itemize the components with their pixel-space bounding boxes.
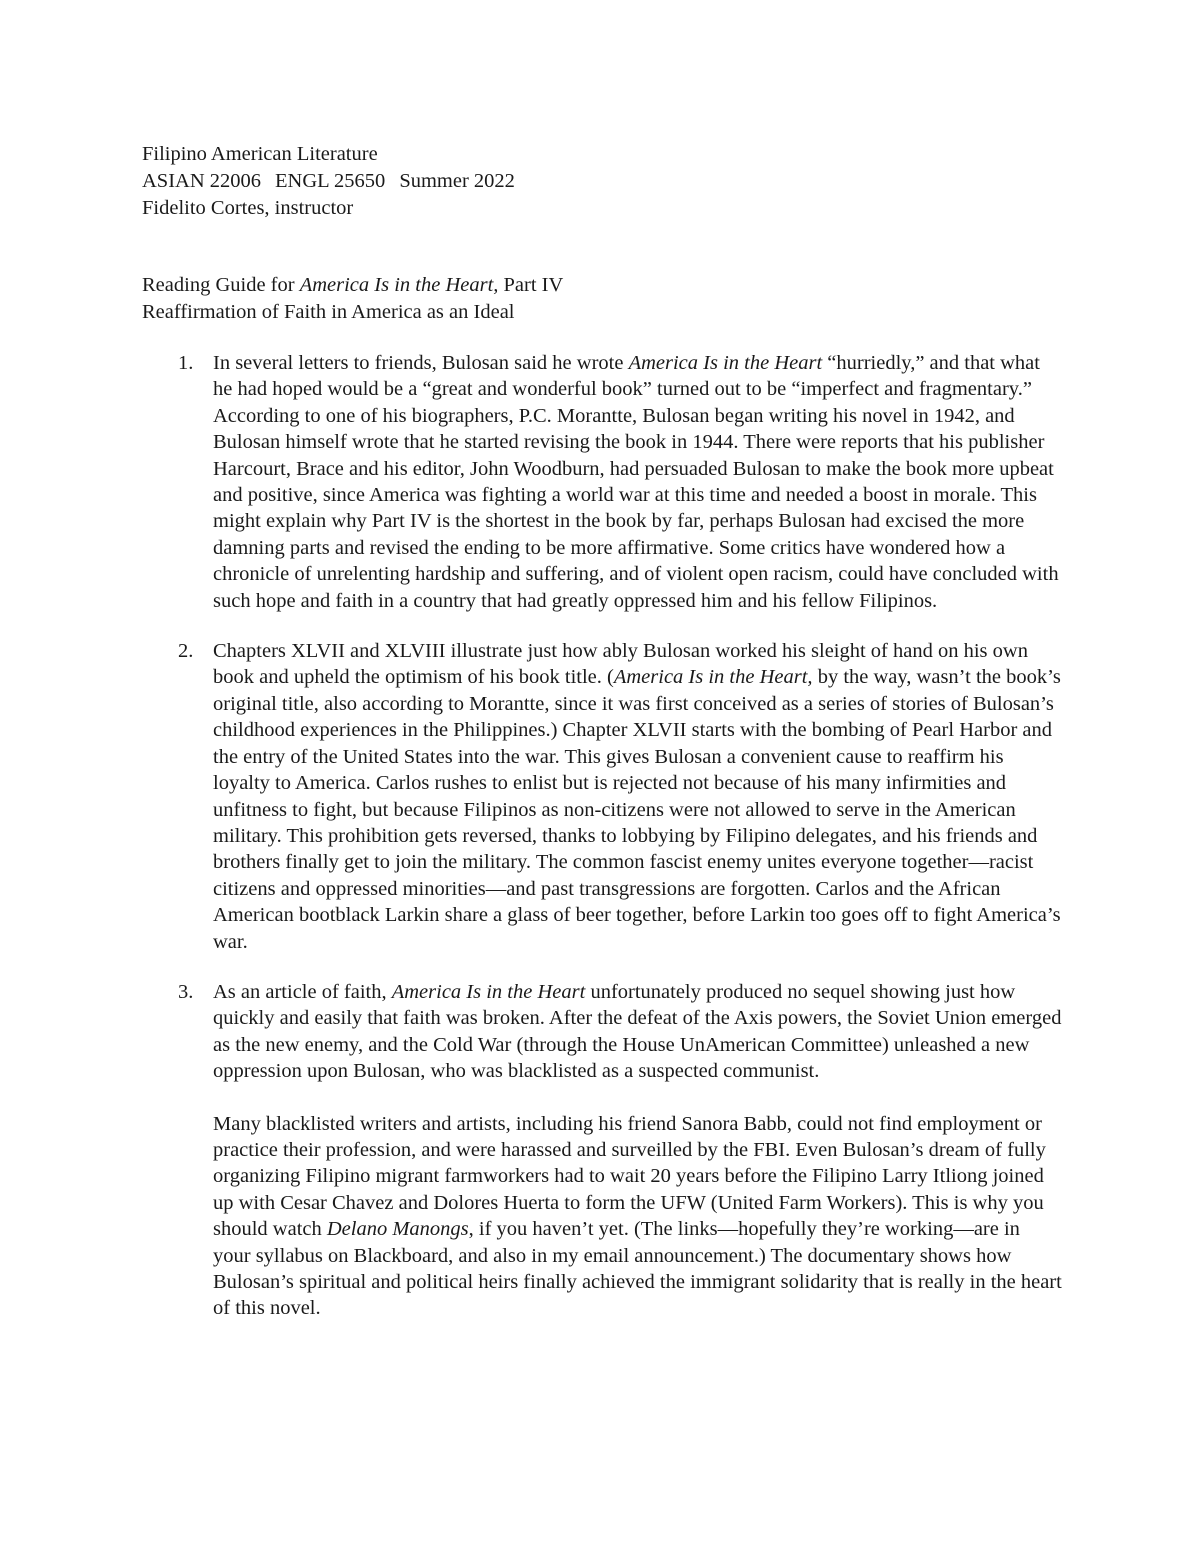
course-term: Summer 2022 [399, 170, 515, 192]
question-paragraph: Chapters XLVII and XLVIII illustrate just how ably Bulosan worked his sleight of hand on his own book and upheld the optimism of his book title. (America Is in the Heart, by the way, wasn’t the book’s original title, also according to Morantte, since it was first conceived as a series of stories of Bulosan’s childhood experiences in the Philippines.) Chapter XLVII starts with the bombing of Pearl Harbor and the entry of the United States into the war. This gives Bulosan a convenient cause to reaffirm his loyalty to America. Carlos rushes to enlist but is rejected not because of his many infirmities and unfitness to fight, but because Filipinos as non-citizens were not allowed to serve in the American military. This prohibition gets reversed, thanks to lobbying by Filipino delegates, and his friends and brothers finally get to join the military. The common fascist enemy unites everyone together—racist citizens and oppressed minorities—and past transgressions are forgotten. Carlos and the African American bootblack Larkin share a glass of beer together, before Larkin too goes off to fight America’s war. [213, 640, 1061, 953]
question-list [142, 350, 1062, 1322]
guide-title: Reading Guide for America Is in the Heart, Part IV [142, 274, 564, 296]
question-number: 2. [178, 640, 194, 663]
guide-title-block [142, 272, 1062, 326]
question-paragraph: Many blacklisted writers and artists, including his friend Sanora Babb, could not find employment or practice their profession, and were harassed and surveilled by the FBI. Even Bulosan’s dream of fully organizing Filipino migrant farmworkers had to wait 20 years before the Filipino Larry Itliong joined up with Cesar Chavez and Dolores Huerta to form the UFW (United Farm Workers). This is why you should watch Delano Manongs, if you haven’t yet. (The links—hopefully they’re working—are in your syllabus on Blackboard, and also in my email announcement.) The documentary shows how Bulosan’s spiritual and political heirs finally achieved the immigrant solidarity that is really in the heart of this novel. [213, 1112, 1062, 1320]
question-number: 1. [178, 352, 194, 374]
question-item [142, 638, 1062, 955]
question-item [142, 979, 1062, 1322]
course-title: Filipino American Literature [142, 143, 378, 165]
book-title: America Is in the Heart, [299, 274, 499, 296]
course-code-engl: ENGL 25650 [275, 170, 386, 192]
documentary-title: Delano Manongs [326, 1218, 469, 1241]
instructor-line: Fidelito Cortes, instructor [142, 197, 354, 219]
course-code-asian: ASIAN 22006 [142, 170, 262, 192]
guide-subtitle: Reaffirmation of Faith in America as an Ideal [142, 301, 515, 323]
course-header [142, 141, 1062, 222]
question-paragraph: In several letters to friends, Bulosan said he wrote America Is in the Heart “hurriedly,” and that what he had hoped would be a “great and wonderful book” turned out to be “imperfect and fragmentary.” According to one of his biographers, P.C. Morantte, Bulosan began writing his novel in 1942, and Bulosan himself wrote that he started revising the book in 1944. There were reports that his publisher Harcourt, Brace and his editor, John Woodburn, had persuaded Bulosan to make the book more upbeat and positive, since America was fighting a world war at this time and needed a boost in morale. This might explain why Part IV is the shortest in the book by far, perhaps Bulosan had excised the more damning parts and revised the ending to be more affirmative. Some critics have wondered how a chronicle of unrelenting hardship and suffering, and of violent open racism, could have concluded with such hope and faith in a country that had greatly oppressed him and his fellow Filipinos. [213, 352, 1059, 612]
question-number: 3. [178, 980, 194, 1003]
book-title: America Is in the Heart [391, 980, 586, 1003]
course-codes-line [142, 168, 1062, 195]
book-title: America Is in the Heart [628, 352, 823, 374]
document-page [142, 141, 1062, 1346]
question-item [142, 350, 1062, 614]
question-paragraph: As an article of faith, America Is in the Heart unfortunately produced no sequel showing just how quickly and easily that faith was broken. After the defeat of the Axis powers, the Soviet Union emerged as the new enemy, and the Cold War (through the House UnAmerican Committee) unleashed a new oppression upon Bulosan, who was blacklisted as a suspected communist. [213, 980, 1062, 1083]
book-title: America Is in the Heart, [613, 666, 813, 689]
